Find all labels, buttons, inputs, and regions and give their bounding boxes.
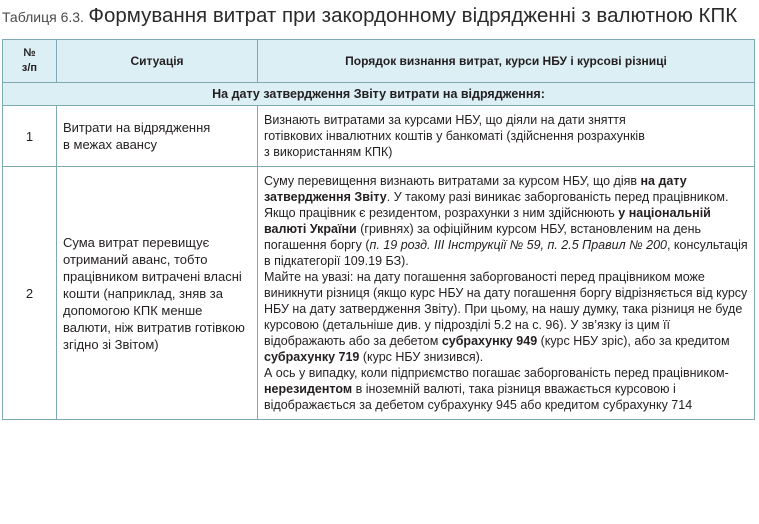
text-span: , консультація в підкатегорії 109.19 БЗ).	[264, 238, 748, 268]
text-span: (курс НБУ знизився).	[359, 350, 484, 364]
procedure-paragraph-3	[264, 269, 748, 365]
row-situation	[57, 167, 258, 420]
table-number: Таблиця 6.3.	[2, 9, 84, 25]
table-title: Формування витрат при закордонному відрядженні з валютною КПК	[88, 4, 738, 27]
situation-text: Сума витрат перевищує отриманий аванс, тобто працівником витрачені власні кошти (наприклад, зняв за допомогою КПК менше валюти, ніж витратив готівкою згідно зі Звітом)	[63, 234, 245, 352]
text-span: А ось у випадку, коли підприємство погашає заборгованість перед працівником-	[264, 366, 729, 380]
section-label: На дату затвердження Звіту витрати на відрядження:	[3, 83, 755, 106]
header-number	[3, 40, 57, 83]
row-procedure	[258, 106, 755, 167]
text-span: Майте на увазі: на дату погашення заборгованості перед працівником може виникнути різниця (якщо курс НБУ на дату погашення боргу відрізняється від курсу НБУ на дату затвердження Звіту). При цьому, на нашу думку, така різниця не буде курсовою (детальніше див. у підрозділі 5.2 на с. 96). У зв’язку із цим її відображають або за дебетом	[264, 270, 748, 348]
procedure-line: готівкових інвалютних коштів у банкоматі (здійснення розрахунків	[264, 128, 645, 143]
expenses-table	[2, 39, 755, 420]
text-span: Якщо працівник є резидентом, розрахунки з ним здійснюють	[264, 206, 619, 220]
row-situation	[57, 106, 258, 167]
text-span: (курс НБУ зріс), або за кредитом	[537, 334, 730, 348]
bold-text: нерезидентом	[264, 382, 353, 396]
text-span: в іноземній валюті, така різниця вважається курсовою і відображається за дебетом субрахунку 945 або кредитом субрахунку 714	[264, 382, 693, 412]
procedure-paragraph-2	[264, 205, 748, 269]
text-span: Суму перевищення визнають витратами за курсом НБУ, що діяв	[264, 174, 641, 188]
bold-text: на дату затвердження Звіту	[264, 174, 687, 204]
table-row	[3, 106, 755, 167]
procedure-paragraph-4	[264, 365, 748, 413]
row-number: 1	[3, 106, 57, 167]
table-caption	[2, 4, 757, 34]
procedure-paragraph-1	[264, 173, 748, 205]
row-number: 2	[3, 167, 57, 420]
table-row	[3, 167, 755, 420]
procedure-line: Визнають витратами за курсами НБУ, що діяли на дати зняття	[264, 112, 626, 127]
text-span: . У такому разі виникає заборгованість перед працівником.	[386, 190, 729, 204]
text-span: (гривнях) за офіційним курсом НБУ, встановленим на день погашення боргу (	[264, 222, 702, 252]
header-number-top: №	[23, 47, 36, 59]
situation-line: Витрати на відрядження	[63, 120, 211, 135]
bold-text: у національній валюті України	[264, 206, 711, 236]
header-situation: Ситуація	[57, 40, 258, 83]
procedure-line: з використанням КПК)	[264, 144, 393, 159]
section-row	[3, 83, 755, 106]
situation-line: в межах авансу	[63, 137, 157, 152]
table-header-row	[3, 40, 755, 83]
row-procedure	[258, 167, 755, 420]
bold-text: субрахунку 719	[264, 350, 360, 364]
header-procedure: Порядок визнання витрат, курси НБУ і курсові різниці	[258, 40, 755, 83]
bold-text: субрахунку 949	[441, 334, 538, 348]
reference-text: п. 19 розд. ІІІ Інструкції № 59, п. 2.5 Правил № 200	[369, 238, 667, 252]
header-number-bottom: з/п	[21, 62, 38, 74]
